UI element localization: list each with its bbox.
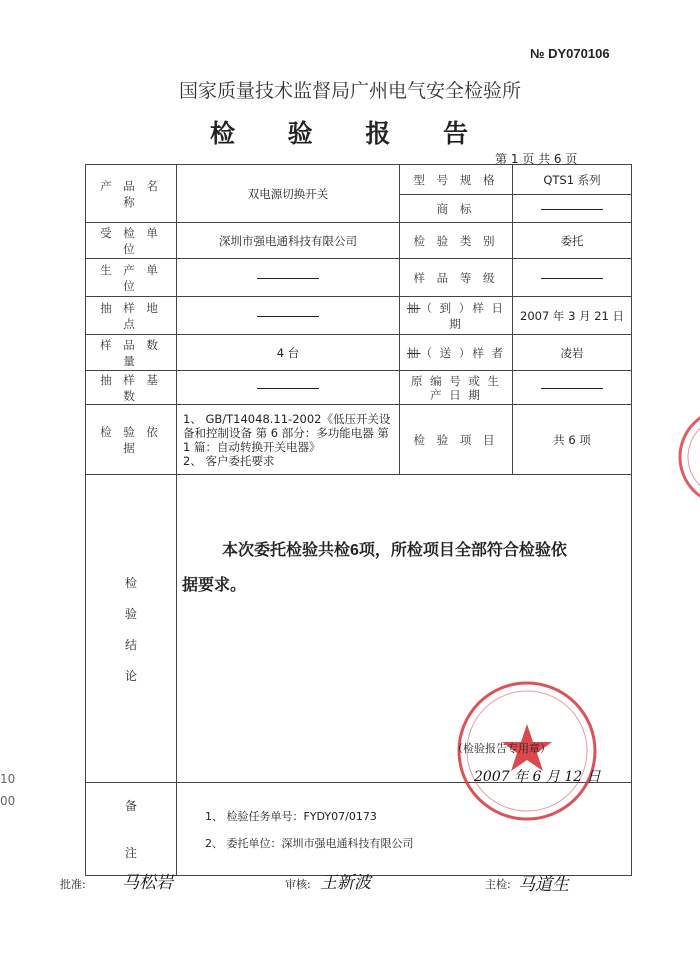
sender-label xyxy=(400,335,513,371)
trademark-value xyxy=(513,195,632,223)
grade-value xyxy=(513,259,632,297)
approve-signature: 马松岩 xyxy=(122,873,173,893)
conclusion-line-1 xyxy=(182,533,622,568)
margin-mark: 00 xyxy=(0,794,16,808)
remark-line-1: 1、 检验任务单号：FYDY07/0173 xyxy=(205,810,377,823)
conclusion-label-char: 结 xyxy=(124,637,137,652)
serial-value xyxy=(513,371,632,405)
base-value xyxy=(177,371,400,405)
items-value: 共 6 项 xyxy=(513,405,632,475)
manufacturer-label: 生 产 单 位 xyxy=(86,259,177,297)
seal-date: 2007 年 6 月 12 日 xyxy=(474,769,601,785)
grade-label: 样 品 等 级 xyxy=(400,259,513,297)
base-label: 抽 样 基 数 xyxy=(86,371,177,405)
remark-line-2: 2、 委托单位：深圳市强电通科技有限公司 xyxy=(205,837,414,850)
basis-line-2: 2、 客户委托要求 xyxy=(183,453,275,468)
quantity-value: 4 台 xyxy=(177,335,400,371)
quantity-label: 样 品 数 量 xyxy=(86,335,177,371)
remarks-label xyxy=(86,783,177,876)
approve-label: 批准: xyxy=(60,878,86,891)
client-value: 深圳市强电通科技有限公司 xyxy=(177,223,400,259)
conclusion-text xyxy=(182,533,622,602)
remarks-label-top: 备 xyxy=(124,799,137,813)
date-label-rest: （ 到 ）样 日 期 xyxy=(420,300,505,331)
conclusion-label-char: 验 xyxy=(124,606,137,621)
sender-label-rest: （ 送 ）样 者 xyxy=(420,345,505,360)
review-signature: 王新波 xyxy=(320,873,371,893)
page-info: 第 1 页 共 6 页 xyxy=(495,152,578,166)
trademark-label: 商 标 xyxy=(400,195,513,223)
seal-note: （检验报告专用章） xyxy=(452,742,551,755)
model-value: QTS1 系列 xyxy=(513,165,632,195)
inspect-label: 主检: xyxy=(485,878,511,891)
location-value xyxy=(177,297,400,335)
conclusion-label-char: 论 xyxy=(124,668,137,683)
test-type-label: 检 验 类 别 xyxy=(400,223,513,259)
conclusion-label xyxy=(86,475,177,783)
product-name-label: 产 品 名 称 xyxy=(86,165,177,223)
remarks-label-bottom: 注 xyxy=(124,846,137,860)
review-label: 审核: xyxy=(285,878,311,891)
blank-line xyxy=(541,387,603,389)
location-label: 抽 样 地 点 xyxy=(86,297,177,335)
conclusion-label-char: 检 xyxy=(124,575,137,590)
edge-seal-fragment xyxy=(666,402,700,512)
blank-line xyxy=(257,387,319,389)
basis-value xyxy=(177,405,400,475)
basis-label: 检 验 依 据 xyxy=(86,405,177,475)
conclusion-part-1: 本次委托检验共检 xyxy=(222,540,351,559)
margin-mark: 10 xyxy=(0,772,16,786)
client-label: 受 检 单 位 xyxy=(86,223,177,259)
report-title: 检 验 报 告 xyxy=(209,119,491,148)
sender-value: 凌岩 xyxy=(513,335,632,371)
blank-line xyxy=(541,208,603,210)
manufacturer-value xyxy=(177,259,400,297)
inspect-signature: 马道生 xyxy=(518,875,569,895)
date-label xyxy=(400,297,513,335)
blank-line xyxy=(257,315,319,317)
document-number: № DY070106 xyxy=(530,46,610,61)
date-value: 2007 年 3 月 21 日 xyxy=(513,297,632,335)
sender-label-struck: 抽 xyxy=(407,345,421,360)
conclusion-line-2: 据要求。 xyxy=(182,575,247,594)
product-name-value: 双电源切换开关 xyxy=(177,165,400,223)
serial-label: 原 编 号 或 生 产 日 期 xyxy=(400,371,513,405)
items-label: 检 验 项 目 xyxy=(400,405,513,475)
conclusion-count: 6 xyxy=(350,542,359,559)
model-label: 型 号 规 格 xyxy=(400,165,513,195)
basis-line-1: 1、 GB/T14048.11-2002《低压开关设备和控制设备 第 6 部分：多功能电器 第 1 篇：自动转换开关电器》 xyxy=(183,411,391,454)
organization-name: 国家质量技术监督局广州电气安全检验所 xyxy=(178,80,521,102)
test-type-value: 委托 xyxy=(513,223,632,259)
blank-line xyxy=(541,277,603,279)
date-label-struck: 抽 xyxy=(407,300,421,315)
conclusion-part-2: 项，所检项目全部符合检验依 xyxy=(358,540,567,559)
blank-line xyxy=(257,277,319,279)
